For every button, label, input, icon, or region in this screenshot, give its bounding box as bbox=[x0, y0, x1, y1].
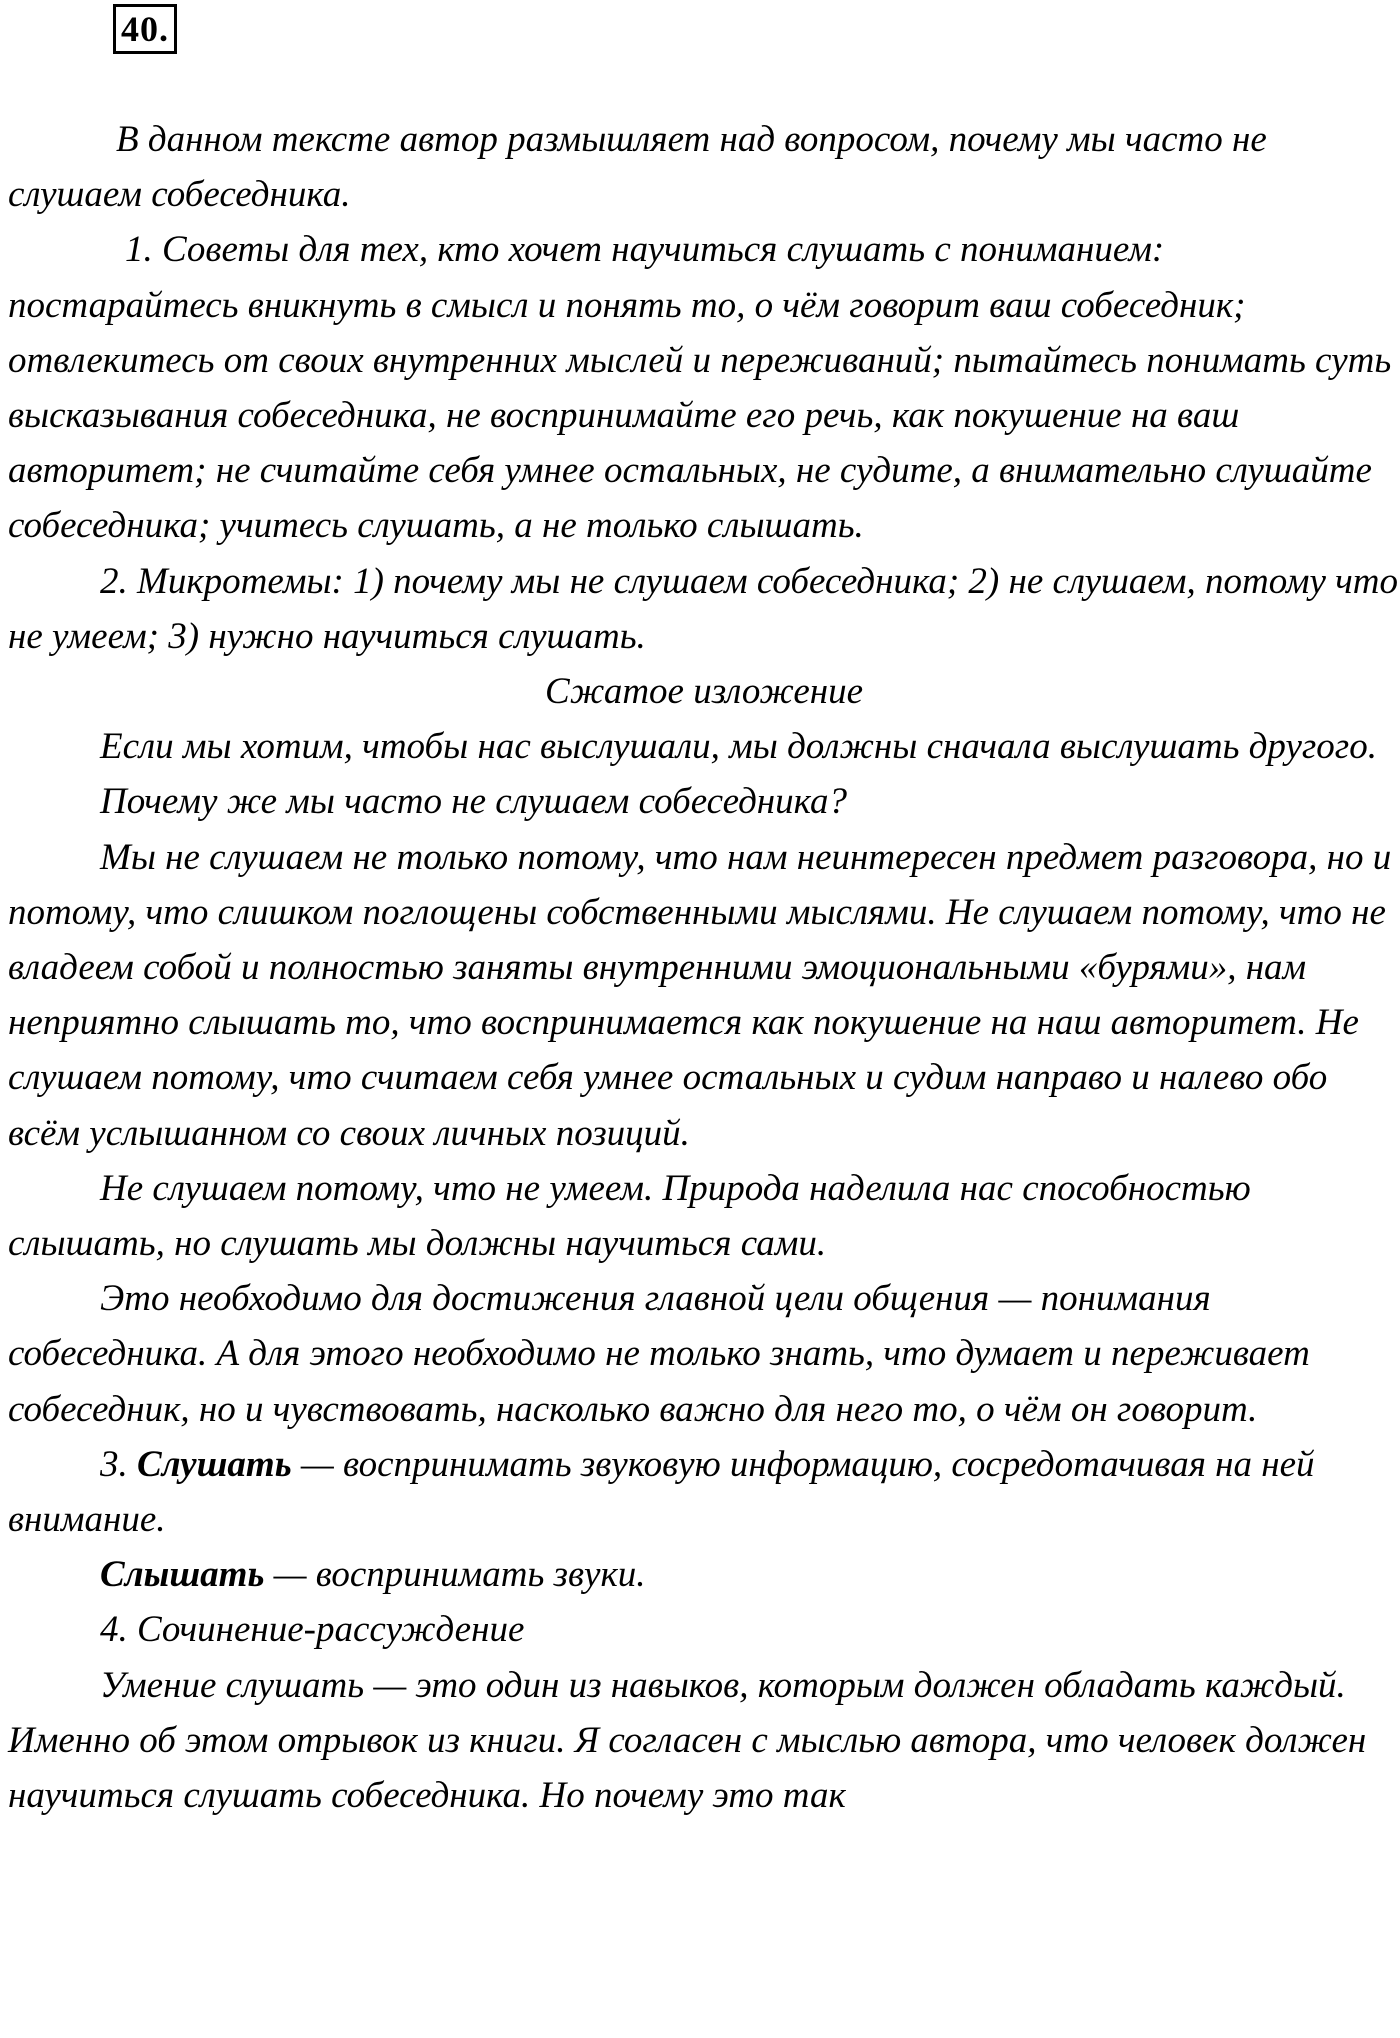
definition-hear: — воспринимать звуки. bbox=[264, 1554, 646, 1596]
intro-paragraph: В данном тексте автор размышляет над вопросом, почему мы часто не слушаем собеседника. bbox=[8, 119, 1267, 216]
item-1-paragraph: 1. Советы для тех, кто хочет научиться слушать с пониманием: постарайтесь вникнуть в смысл и понять то, о чём говорит ваш собеседник; отвлекитесь от своих внутренних мыслей и переживаний; пытайтесь понимать суть высказывания собеседника, не воспринимайте его речь, как покушение на ваш авторитет; не считайте себя умнее остальных, не судите, а внимательно слушайте собеседника; учитесь слушать, а не только слышать. bbox=[8, 229, 1392, 547]
summary-title: Сжатое изложение bbox=[544, 671, 864, 713]
definition-listen: — воспринимать звуковую информацию, сосредотачивая на ней внимание. bbox=[8, 1443, 1315, 1541]
answer-text bbox=[8, 112, 1400, 1823]
item-4-title: 4. Сочинение-рассуждение bbox=[100, 1609, 525, 1651]
summary-paragraph: Не слушаем потому, что не умеем. Природа наделила нас способностью слышать, но слушать мы должны научиться сами. bbox=[8, 1167, 1251, 1265]
essay-paragraph: Умение слушать — это один из навыков, которым должен обладать каждый. Именно об этом отрывок из книги. Я согласен с мыслью автора, что человек должен научиться слушать собеседника. Но почему это так bbox=[8, 1664, 1367, 1817]
term-hear: Слышать bbox=[100, 1554, 265, 1596]
item-3-paragraph bbox=[8, 1437, 1400, 1547]
item-2-paragraph: 2. Микротемы: 1) почему мы не слушаем собеседника; 2) не слушаем, потому что не умеем; 3) нужно научиться слушать. bbox=[8, 560, 1398, 657]
summary-paragraph: Почему же мы часто не слушаем собеседника? bbox=[100, 781, 848, 823]
summary-paragraph: Это необходимо для достижения главной цели общения — понимания собеседника. А для этого необходимо не только знать, что думает и переживает собеседник, но и чувствовать, насколько важно для него то, о чём он говорит. bbox=[8, 1278, 1310, 1430]
item-3-number: 3. bbox=[100, 1443, 137, 1485]
summary-paragraph: Если мы хотим, чтобы нас выслушали, мы должны сначала выслушать другого. bbox=[100, 726, 1377, 768]
task-number-box: 40. bbox=[113, 4, 177, 54]
document-page bbox=[8, 0, 1400, 2038]
summary-paragraph: Мы не слушаем не только потому, что нам неинтересен предмет разговора, но и потому, что слишком поглощены собственными мыслями. Не слушаем потому, что не владеем собой и полностью заняты внутренними эмоциональными «бурями», нам неприятно слышать то, что воспринимается как покушение на наш авторитет. Не слушаем потому, что считаем себя умнее остальных и судим направо и налево обо всём услышанном со своих личных позиций. bbox=[8, 836, 1392, 1154]
term-listen: Слушать bbox=[137, 1443, 292, 1485]
item-3-paragraph-2 bbox=[8, 1547, 1400, 1602]
